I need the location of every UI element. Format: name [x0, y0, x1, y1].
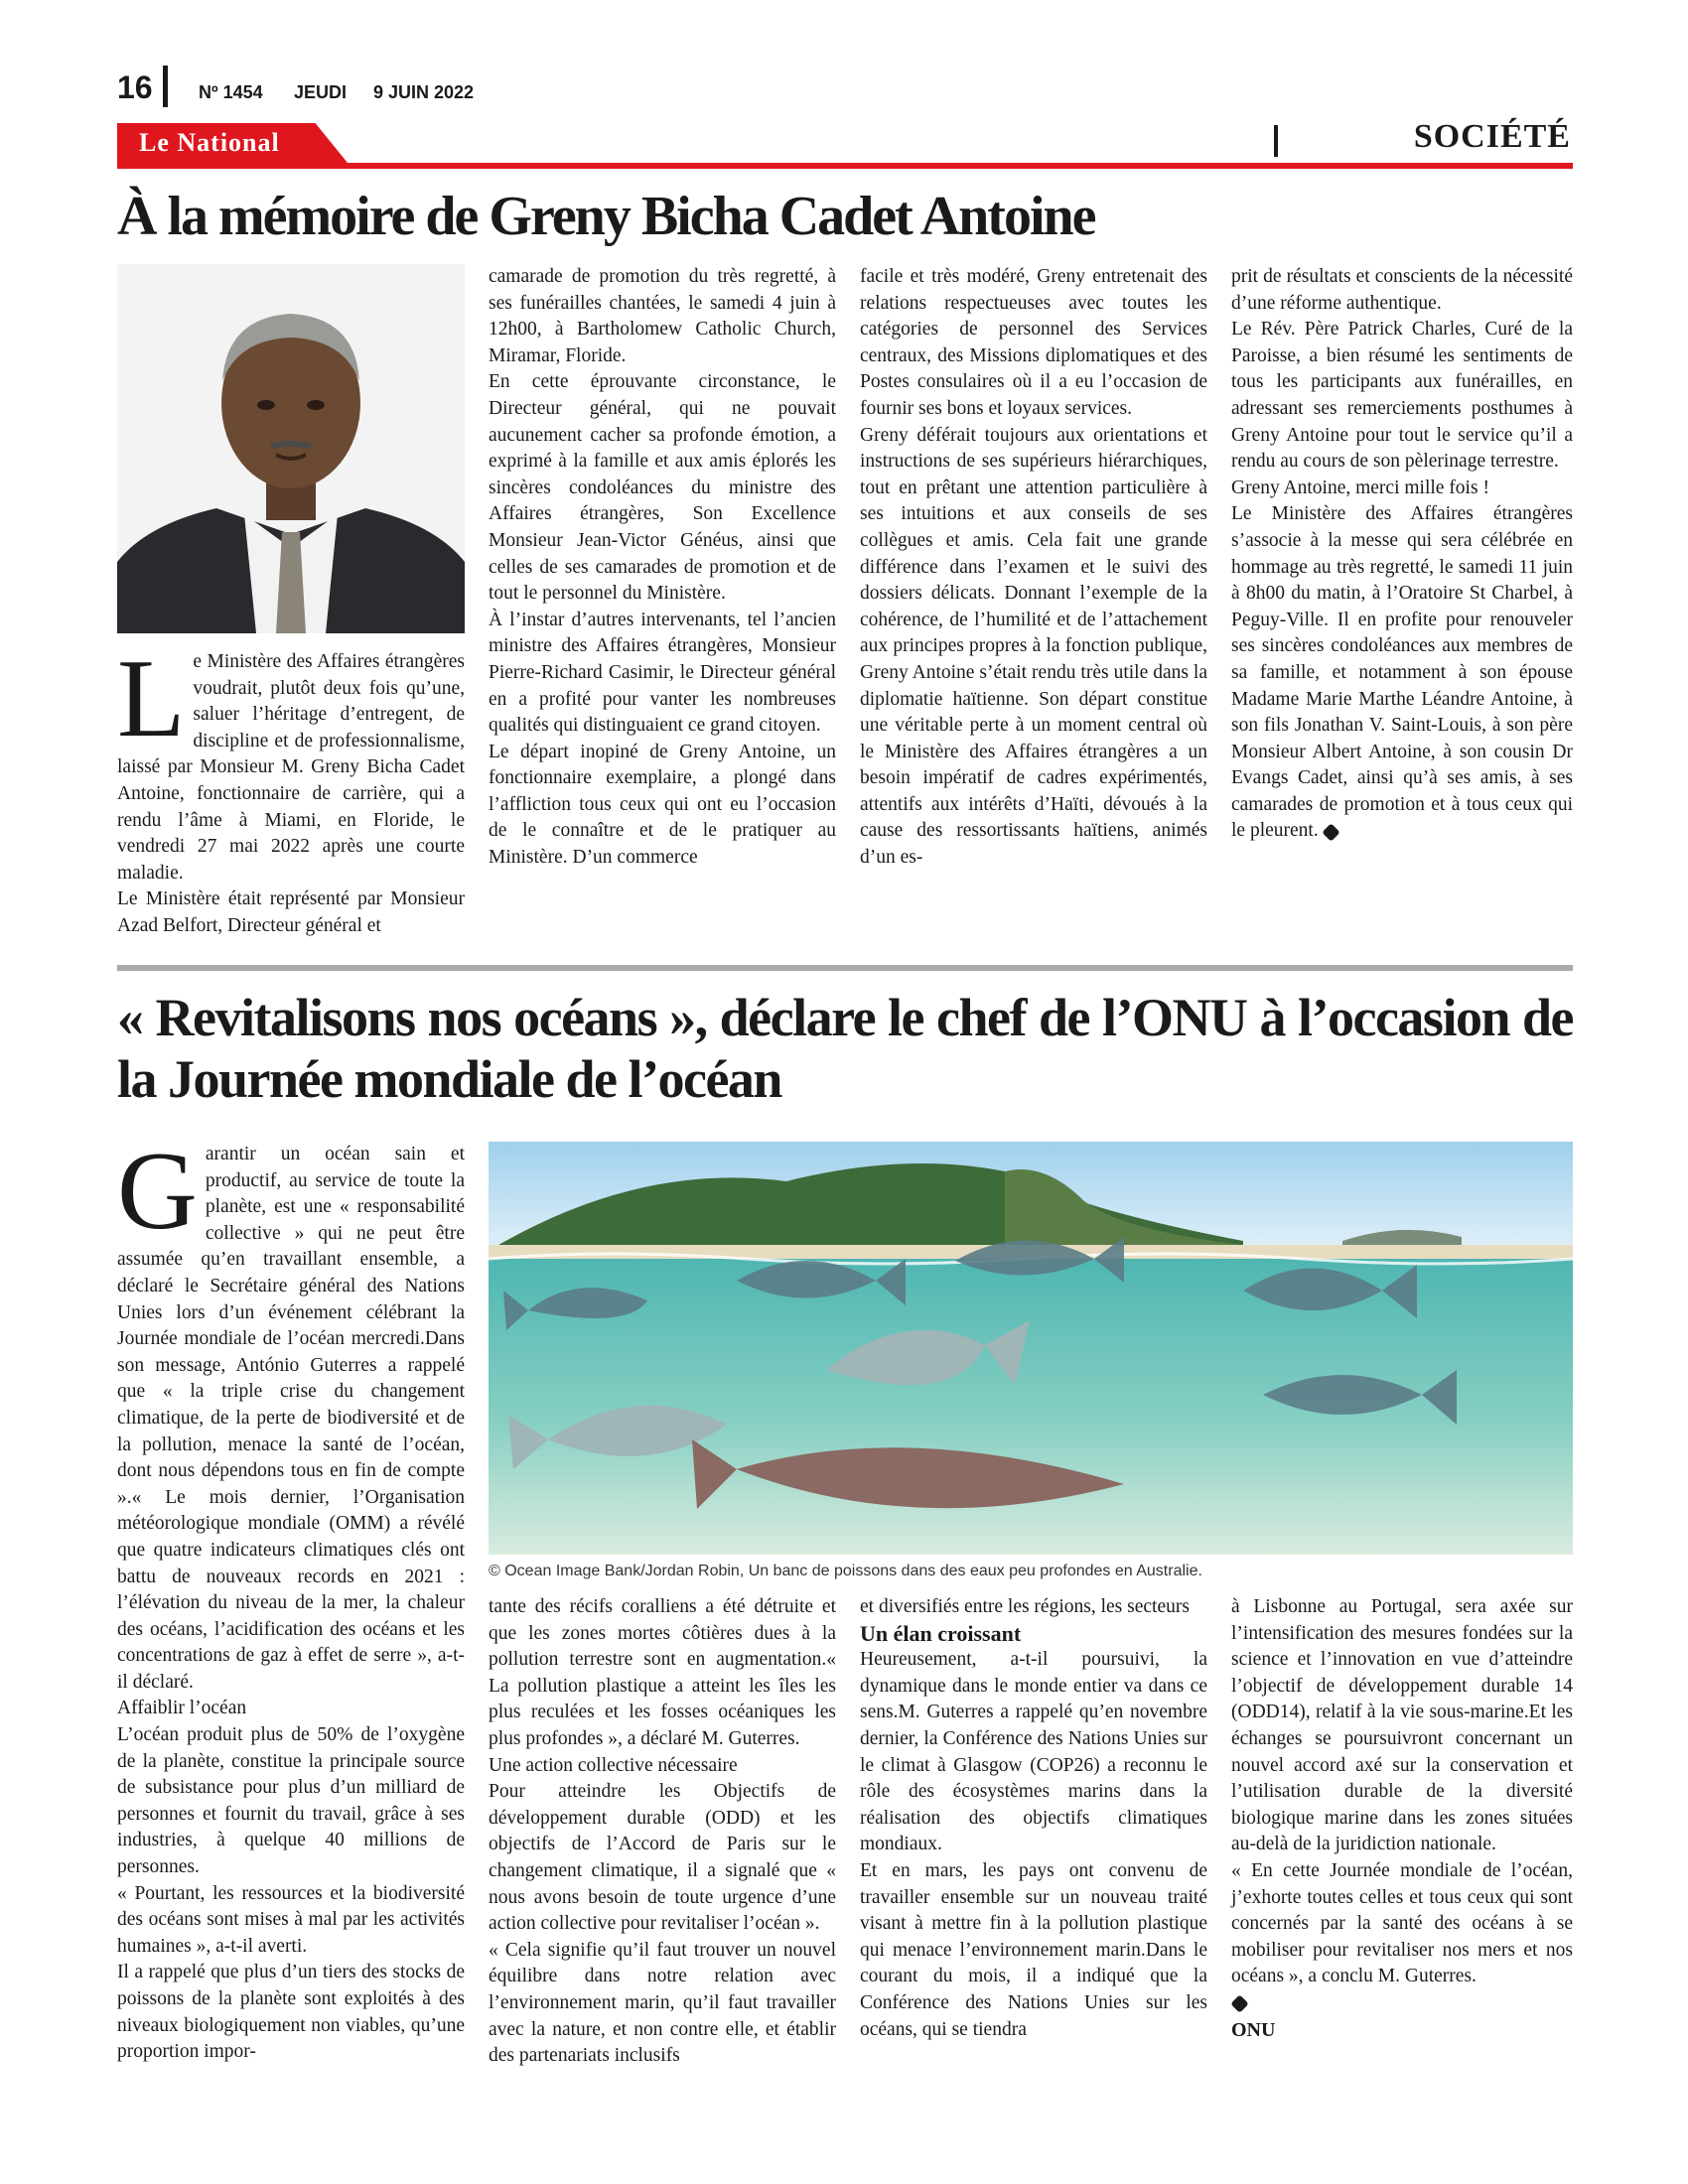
article2-inline-subhead: Affaiblir l’océan	[117, 1698, 247, 1719]
article2-paragraph: et diversifiés entre les régions, les secteurs	[860, 1596, 1190, 1617]
article2-column-3	[860, 1594, 1207, 2043]
article1-paragraph: Le Ministère était représenté par Monsieur Azad Belfort, Directeur général et	[117, 888, 465, 936]
ocean-fish-photo	[489, 1142, 1573, 1555]
article1-paragraph: prit de résultats et conscients de la nécessité d’une réforme authentique.	[1231, 266, 1573, 314]
issue-day: JEUDI	[294, 82, 348, 102]
article2-title: « Revitalisons nos océans », déclare le chef de l’ONU à l’occasion de la Journée mondiale de l’océan	[117, 988, 1573, 1109]
portrait-icon	[117, 264, 465, 633]
article1-column-1	[117, 637, 465, 940]
publication-name: Le National	[139, 128, 280, 157]
article1-paragraph: e Ministère des Affaires étrangères voudrait, plutôt deux fois qu’une, saluer l’héritage d’entregent, de discipline et de professionnalisme, laissé par Monsieur M. Greny Bicha Cadet Antoine, fonctionnaire de carrière, qui a rendu l’âme à Miami, en Floride, le vendredi 27 mai 2022 après une courte maladie.	[117, 651, 465, 884]
article2-paragraph: Et en mars, les pays ont convenu de travailler ensemble sur un nouveau traité visant à mettre fin à la pollution plastique qui menace l’environnement marin.Dans le courant du mois, il a indiqué que la Conférence des Nations Unies sur les océans, qui se tiendra	[860, 1859, 1207, 2040]
end-mark-icon	[1322, 823, 1339, 841]
article2-subhead: Un élan croissant	[860, 1620, 1022, 1646]
article1-paragraph: À l’instar d’autres intervenants, tel l’ancien ministre des Affaires étrangères, Monsieur Pierre-Richard Casimir, le Directeur général en a profité pour vanter les nombreuses qualités qui distinguaient ce grand citoyen.	[489, 609, 836, 737]
article2-paragraph: arantir un océan sain et productif, au service de toute la planète, est une « responsabilité collective » qui ne peut être assumée qu’en travaillant ensemble, a déclaré le Secrétaire général des Nations Unies lors d’un événement célébrant la Journée mondiale de l’océan mercredi.Dans son message, António Guterres a rappelé que « la triple crise du changement climatique, de la perte de biodiversité et de la pollution, menace la santé de l’océan, dont nous dépendons tous en fin de compte ».« Le mois dernier, l’Organisation météorologique mondiale (OMM) a révélé que quatre indicateurs climatiques clés ont battu de nouveaux records en 2021 : l’élévation du niveau de la mer, la chaleur des océans, l’acidification des océans et les concentrations de gaz à effet de serre », a-t-il déclaré.	[117, 1144, 465, 1693]
section-label: SOCIÉTÉ	[1413, 118, 1571, 155]
article2-inline-subhead: Une action collective nécessaire	[489, 1754, 738, 1776]
ocean-fish-photo-icon	[489, 1142, 1573, 1555]
article2-column-1	[117, 1130, 465, 2066]
article2-dropcap: G	[117, 1130, 198, 1253]
article2-paragraph: Heureusement, a-t-il poursuivi, la dynamique dans le monde entier va dans ce sens.M. Guterres a rappelé qu’en novembre dernier, la Conférence des Nations Unies sur le climat à Glasgow (COP26) a reconnu le rôle des écosystèmes marins dans la réalisation des objectifs climatiques mondiaux.	[860, 1649, 1207, 1855]
article2-paragraph: « Pourtant, les ressources et la biodiversité des océans sont mises à mal par les activités humaines », a-t-il averti.	[117, 1882, 465, 1957]
article1-title: À la mémoire de Greny Bicha Cadet Antoine	[117, 186, 1095, 247]
article2-paragraph: tante des récifs coralliens a été détruite et que les zones mortes côtières dues à la pollution terrestre sont en augmentation.« La pollution plastique a atteint les îles les plus reculées et les fosses océaniques les plus profondes », a déclaré M. Guterres.	[489, 1596, 836, 1749]
article1-paragraph: Le Rév. Père Patrick Charles, Curé de la Paroisse, a bien résumé les sentiments de tous les participants aux funérailles, en adressant ses remerciements posthumes à Greny Antoine pour tout le service qu’il a rendu au cours de son pèlerinage terrestre.	[1231, 319, 1573, 473]
page-number-divider	[163, 66, 168, 107]
article2-paragraph: « Cela signifie qu’il faut trouver un nouvel équilibre dans notre relation avec l’environnement marin, qu’il faut travailler avec la nature, et non contre elle, et établir des partenariats inclusifs	[489, 1939, 836, 2067]
article1-paragraph: Greny Antoine, merci mille fois !	[1231, 477, 1489, 498]
article1-paragraph: camarade de promotion du très regretté, à ses funérailles chantées, le samedi 4 juin à 12h00, à Bartholomew Catholic Church, Miramar, Floride.	[489, 266, 836, 366]
article1-column-3	[860, 264, 1207, 872]
header-rule	[117, 163, 1573, 169]
article1-paragraph: Le départ inopiné de Greny Antoine, un fonctionnaire exemplaire, a plongé dans l’affliction tous ceux qui ont eu l’occasion de le connaître et de le pratiquer au Ministère. D’un commerce	[489, 741, 836, 869]
article2-column-4	[1231, 1594, 1573, 2043]
article2-paragraph: Il a rappelé que plus d’un tiers des stocks de poissons de la planète sont exploités à des niveaux biologiquement non viables, qu’une proportion impor-	[117, 1962, 465, 2063]
section-divider	[1274, 125, 1278, 157]
article1-paragraph: facile et très modéré, Greny entretenait des relations respectueuses avec toutes les catégories de personnel des Services centraux, des Missions diplomatiques et des Postes consulaires où il a eu l’occasion de fournir ses bons et loyaux services.	[860, 266, 1207, 419]
article1-column-2	[489, 264, 836, 872]
article1-paragraph: En cette éprouvante circonstance, le Directeur général, qui ne pouvait aucunement cacher sa profonde émotion, a exprimé à la famille et aux amis éplorés les sincères condoléances du ministre des Affaires étrangères, Son Excellence Monsieur Jean-Victor Généus, ainsi que celles de ses camarades de promotion et de tout le personnel du Ministère.	[489, 371, 836, 605]
article2-column-2	[489, 1594, 836, 2070]
article1-dropcap: L	[117, 637, 186, 760]
article1-paragraph: Le Ministère des Affaires étrangères s’associe à la messe qui sera célébrée en hommage au très regretté, le samedi 11 juin à 8h00 du matin, à l’Oratoire St Charbel, à Peguy-Ville. Il en profite pour renouveler ses sincères condoléances aux membres de sa famille, et notamment à son épouse Madame Marie Marthe Léandre Antoine, à son fils Jonathan V. Saint-Louis, à son père Monsieur Albert Antoine, à son cousin Dr Evangs Cadet, ainsi qu’à ses amis, à ses camarades de promotion et à tous ceux qui le pleurent.	[1231, 503, 1573, 842]
end-mark-icon	[1230, 1994, 1248, 2012]
article2-paragraph: Pour atteindre les Objectifs de développement durable (ODD) et les objectifs de l’Accord de Paris sur le changement climatique, il a signalé que « nous avons besoin de toute urgence d’une action collective pour revitaliser l’océan ».	[489, 1781, 836, 1935]
page-number: 16	[117, 69, 153, 105]
portrait-photo	[117, 264, 465, 633]
image-caption: © Ocean Image Bank/Jordan Robin, Un banc de poissons dans des eaux peu profondes en Australie.	[489, 1563, 1202, 1579]
article1-column-4	[1231, 264, 1573, 845]
article2-paragraph: à Lisbonne au Portugal, sera axée sur l’intensification des mesures fondées sur la science et l’innovation en vue d’atteindre l’objectif de développement durable 14 (ODD14), relatif à la vie sous-marine.Et les échanges se poursuivront concernant un nouvel accord axé sur la conservation et l’utilisation durable de la diversité biologique marine dans les zones situées au-delà de la juridiction nationale.	[1231, 1596, 1573, 1855]
article2-signature: ONU	[1231, 2018, 1276, 2041]
issue-number: Nº 1454	[199, 82, 263, 102]
article-divider	[117, 965, 1573, 971]
article1-paragraph: Greny déférait toujours aux orientations et instructions de ses supérieurs hiérarchiques, tout en prêtant une attention particulière à ses intuitions et aux conseils de ses collègues et amis. Cela fait une grande différence dans l’examen et le suivi des dossiers délicats. Donnant l’exemple de la cohérence, de l’humilité et de l’attachement aux principes propres à la fonction publique, Greny Antoine s’était rendu très utile dans la diplomatie haïtienne. Son départ constitue une véritable perte à un moment central où le Ministère des Affaires étrangères a un besoin impératif de cadres expérimentés, attentifs aux intérêts d’Haïti, dévoués à la cause des ressortissants haïtiens, animés d’un es-	[860, 424, 1207, 869]
issue-date: 9 JUIN 2022	[373, 82, 475, 102]
article2-paragraph: « En cette Journée mondiale de l’océan, j’exhorte toutes celles et tous ceux qui sont concernés par la santé des océans à se mobiliser pour revitaliser nos mers et nos océans », a conclu M. Guterres.	[1231, 1859, 1573, 1987]
article2-paragraph: L’océan produit plus de 50% de l’oxygène de la planète, constitue la principale source de subsistance pour plus d’un milliard de personnes et fournit du travail, grâce à ses industries, à quelque 40 millions de personnes.	[117, 1724, 465, 1878]
